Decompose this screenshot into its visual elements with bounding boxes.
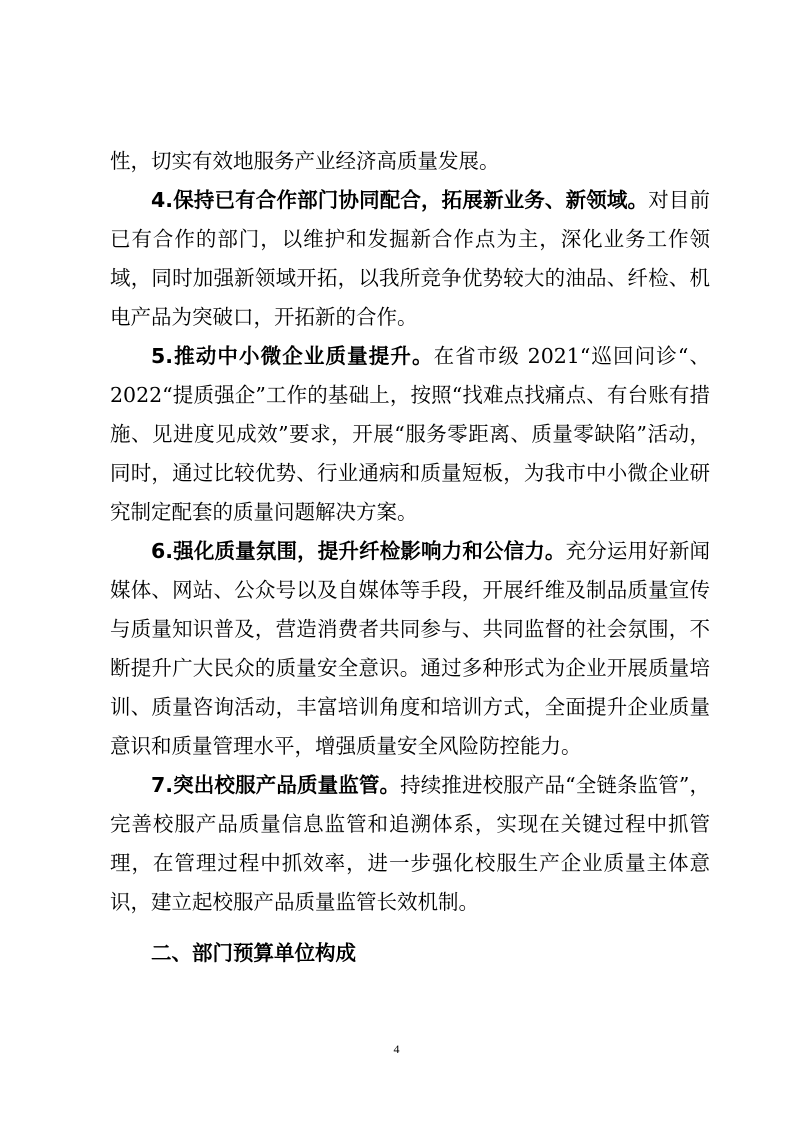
item-heading: 4.保持已有合作部门协同配合，拓展新业务、新领域。 [151, 188, 649, 212]
document-body [110, 142, 710, 973]
paragraph-item-5 [110, 337, 710, 532]
paragraph-item-6 [110, 532, 710, 766]
paragraph-item-4 [110, 181, 710, 337]
paragraph-text: 对目前已有合作的部门，以维护和发掘新合作点为主，深化业务工作领域，同时加强新领域开拓，以我所竞争优势较大的油品、纤检、机电产品为突破口，开拓新的合作。 [110, 188, 710, 329]
item-heading: 6.强化质量氛围，提升纤检影响力和公信力。 [151, 539, 566, 563]
paragraph-item-7 [110, 766, 710, 922]
paragraph-text: 充分运用好新闻媒体、网站、公众号以及自媒体等手段，开展纤维及制品质量宣传与质量知识普及，营造消费者共同参与、共同监督的社会氛围，不断提升广大民众的质量安全意识。通过多种形式为企业开展质量培训、质量咨询活动，丰富培训角度和培训方式，全面提升企业质量意识和质量管理水平，增强质量安全风险防控能力。 [110, 539, 711, 758]
paragraph-text: 性，切实有效地服务产业经济高质量发展。 [110, 149, 500, 173]
section-heading: 二、部门预算单位构成 [151, 941, 356, 965]
page-number: 4 [393, 1042, 400, 1056]
item-heading: 5.推动中小微企业质量提升。 [151, 344, 434, 368]
paragraph-continuation [110, 142, 710, 181]
paragraph-text: 在省市级 2021“巡回问诊“、2022“提质强企”工作的基础上，按照“找难点找痛点、有台账有措施、见进度见成效”要求，开展“服务零距离、质量零缺陷”活动，同时，通过比较优势、行业通病和质量短板，为我市中小微企业研究制定配套的质量问题解决方案。 [110, 344, 710, 524]
paragraph-text: 持续推进校服产品“全链条监管”，完善校服产品质量信息监管和追溯体系，实现在关键过程中抓管理，在管理过程中抓效率，进一步强化校服生产企业质量主体意识，建立起校服产品质量监管长效机制。 [110, 773, 710, 914]
item-heading: 7.突出校服产品质量监管。 [151, 773, 401, 797]
